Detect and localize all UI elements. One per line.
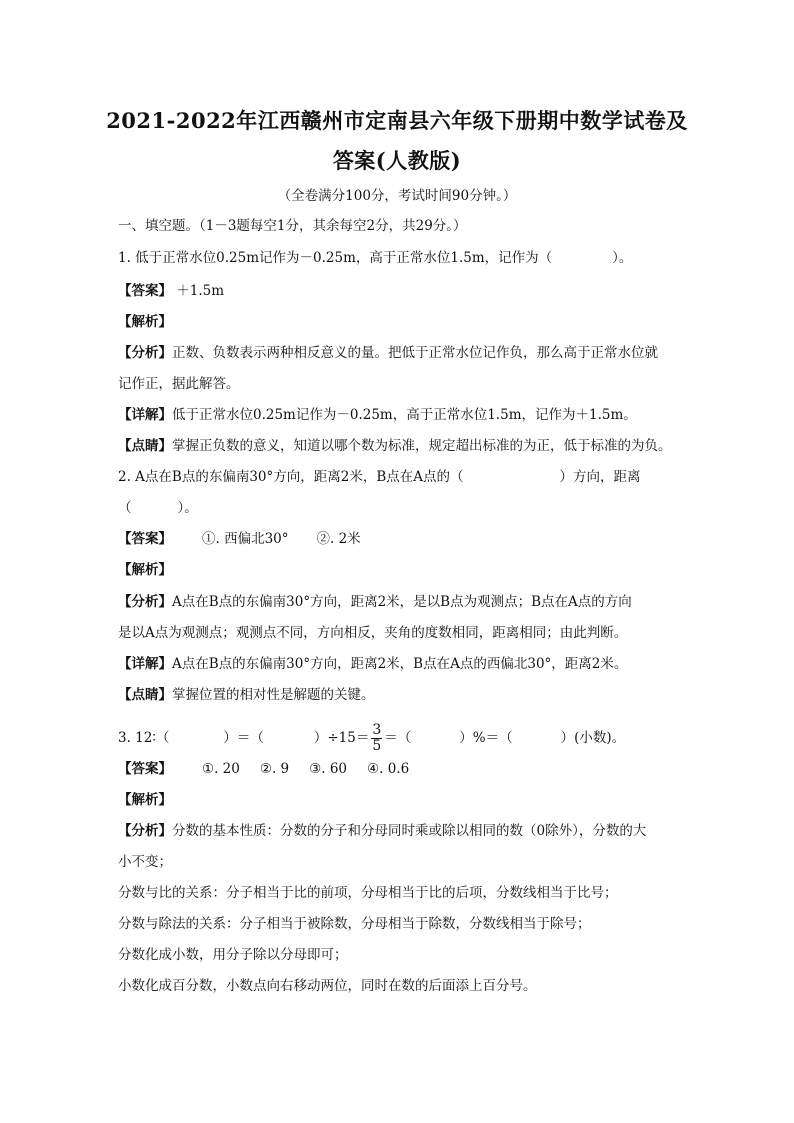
q3-stem-b: ）＝（ — [223, 730, 264, 746]
fenxi-tag: 【分析】 — [118, 594, 172, 610]
q3-stem-d: ＝（ — [384, 730, 412, 746]
question-3-stem — [118, 720, 678, 756]
q1-fenxi-text-1: 正数、负数表示两种相反意义的量。把低于正常水位记作负，那么高于正常水位就 — [172, 345, 658, 361]
q1-answer — [118, 281, 678, 301]
q3-answer-4: ④. 0.6 — [367, 761, 410, 777]
q2-xiangjie — [118, 654, 678, 674]
q1-dianjing — [118, 436, 678, 456]
q3-fenxi-text-2: 小不变； — [118, 854, 172, 870]
q1-stem-end: ）。 — [612, 250, 633, 266]
q2-fenxi — [118, 592, 678, 612]
q3-text-line-5: 分数化成小数，用分子除以分母即可； — [118, 947, 348, 963]
q1-answer-value: ＋1.5m — [176, 283, 225, 299]
q3-text-line-3: 分数与比的关系：分子相当于比的前项，分母相当于比的后项，分数线相当于比号； — [118, 885, 618, 901]
q2-stem-end: ）。 — [177, 500, 198, 516]
q1-fenxi — [118, 343, 678, 363]
q3-fenxi — [118, 821, 678, 841]
page-title-line-2: 答案(人教版) — [332, 148, 462, 173]
q1-fenxi-text-2: 记作正，据此解答。 — [118, 376, 240, 392]
dianjing-tag: 【点睛】 — [118, 687, 172, 703]
q3-stem-e: ）%＝（ — [459, 730, 513, 746]
q2-dianjing — [118, 685, 678, 705]
q3-fraction — [371, 723, 382, 754]
q2-answer — [118, 529, 678, 549]
q3-fenxi-text-1: 分数的基本性质：分数的分子和分母同时乘或除以相同的数（0除外），分数的大 — [172, 823, 647, 839]
question-2-stem-cont — [118, 498, 678, 518]
answer-tag: 【答案】 — [118, 283, 172, 299]
q2-fenxi-text-1: A点在B点的东偏南30°方向，距离2米，是以B点为观测点；B点在A点的方向 — [172, 594, 632, 610]
section-heading: 一、填空题。（1－3题每空1分，其余每空2分，共29分。） — [118, 218, 467, 234]
fraction-denominator: 5 — [372, 738, 382, 754]
q1-stem-text: 1. 低于正常水位0.25m记作为－0.25m，高于正常水位1.5m，记作为（ — [118, 250, 553, 266]
q2-analysis-tag: 【解析】 — [118, 562, 172, 578]
xiangjie-tag: 【详解】 — [118, 656, 172, 672]
q2-xiangjie-text: A点在B点的东偏南30°方向，距离2米，B点在A点的西偏北30°，距离2米。 — [172, 656, 628, 672]
q1-xiangjie-text: 低于正常水位0.25m记作为－0.25m，高于正常水位1.5m，记作为＋1.5m。 — [172, 407, 637, 423]
fraction-numerator: 3 — [372, 722, 382, 738]
xiangjie-tag: 【详解】 — [118, 407, 172, 423]
question-1-stem — [118, 248, 678, 268]
q3-stem-c: ）÷15＝ — [313, 730, 370, 746]
q3-answer-3: ③. 60 — [309, 761, 348, 777]
q2-stem-mid: ）方向，距离 — [559, 469, 641, 485]
q2-stem-open: （ — [118, 500, 132, 516]
q1-dianjing-text: 掌握正负数的意义，知道以哪个数为标准，规定超出标准的为正，低于标准的为负。 — [172, 438, 672, 454]
q3-text-line-6: 小数化成百分数，小数点向右移动两位，同时在数的后面添上百分号。 — [118, 978, 537, 994]
q2-answer-1: ①. 西偏北30° — [202, 531, 289, 547]
exam-subtitle: （全卷满分100分，考试时间90分钟。） — [277, 188, 517, 204]
q2-answer-2: ②. 2米 — [316, 531, 361, 547]
fenxi-tag: 【分析】 — [118, 345, 172, 361]
q2-fenxi-text-2: 是以A点为观测点；观测点不同，方向相反，夹角的度数相同，距离相同；由此判断。 — [118, 625, 628, 641]
q2-dianjing-text: 掌握位置的相对性是解题的关键。 — [172, 687, 375, 703]
q3-stem-f: ）(小数)。 — [560, 730, 626, 746]
page-title-line-1: 2021-2022年江西赣州市定南县六年级下册期中数学试卷及 — [106, 108, 688, 133]
q1-xiangjie — [118, 405, 678, 425]
q3-analysis-tag: 【解析】 — [118, 792, 172, 808]
answer-tag: 【答案】 — [118, 761, 172, 777]
q3-answer-2: ②. 9 — [259, 761, 290, 777]
dianjing-tag: 【点睛】 — [118, 438, 172, 454]
q2-stem-text: 2. A点在B点的东偏南30°方向，距离2米，B点在A点的（ — [118, 469, 464, 485]
q3-stem-a: 3. 12∶（ — [118, 730, 170, 746]
fenxi-tag: 【分析】 — [118, 823, 172, 839]
q3-answer — [118, 759, 678, 779]
q3-answer-1: ①. 20 — [202, 761, 240, 777]
answer-tag: 【答案】 — [118, 531, 172, 547]
q1-analysis-tag: 【解析】 — [118, 314, 172, 330]
question-2-stem — [118, 467, 678, 487]
q3-text-line-4: 分数与除法的关系：分子相当于被除数，分母相当于除数，分数线相当于除号； — [118, 916, 591, 932]
